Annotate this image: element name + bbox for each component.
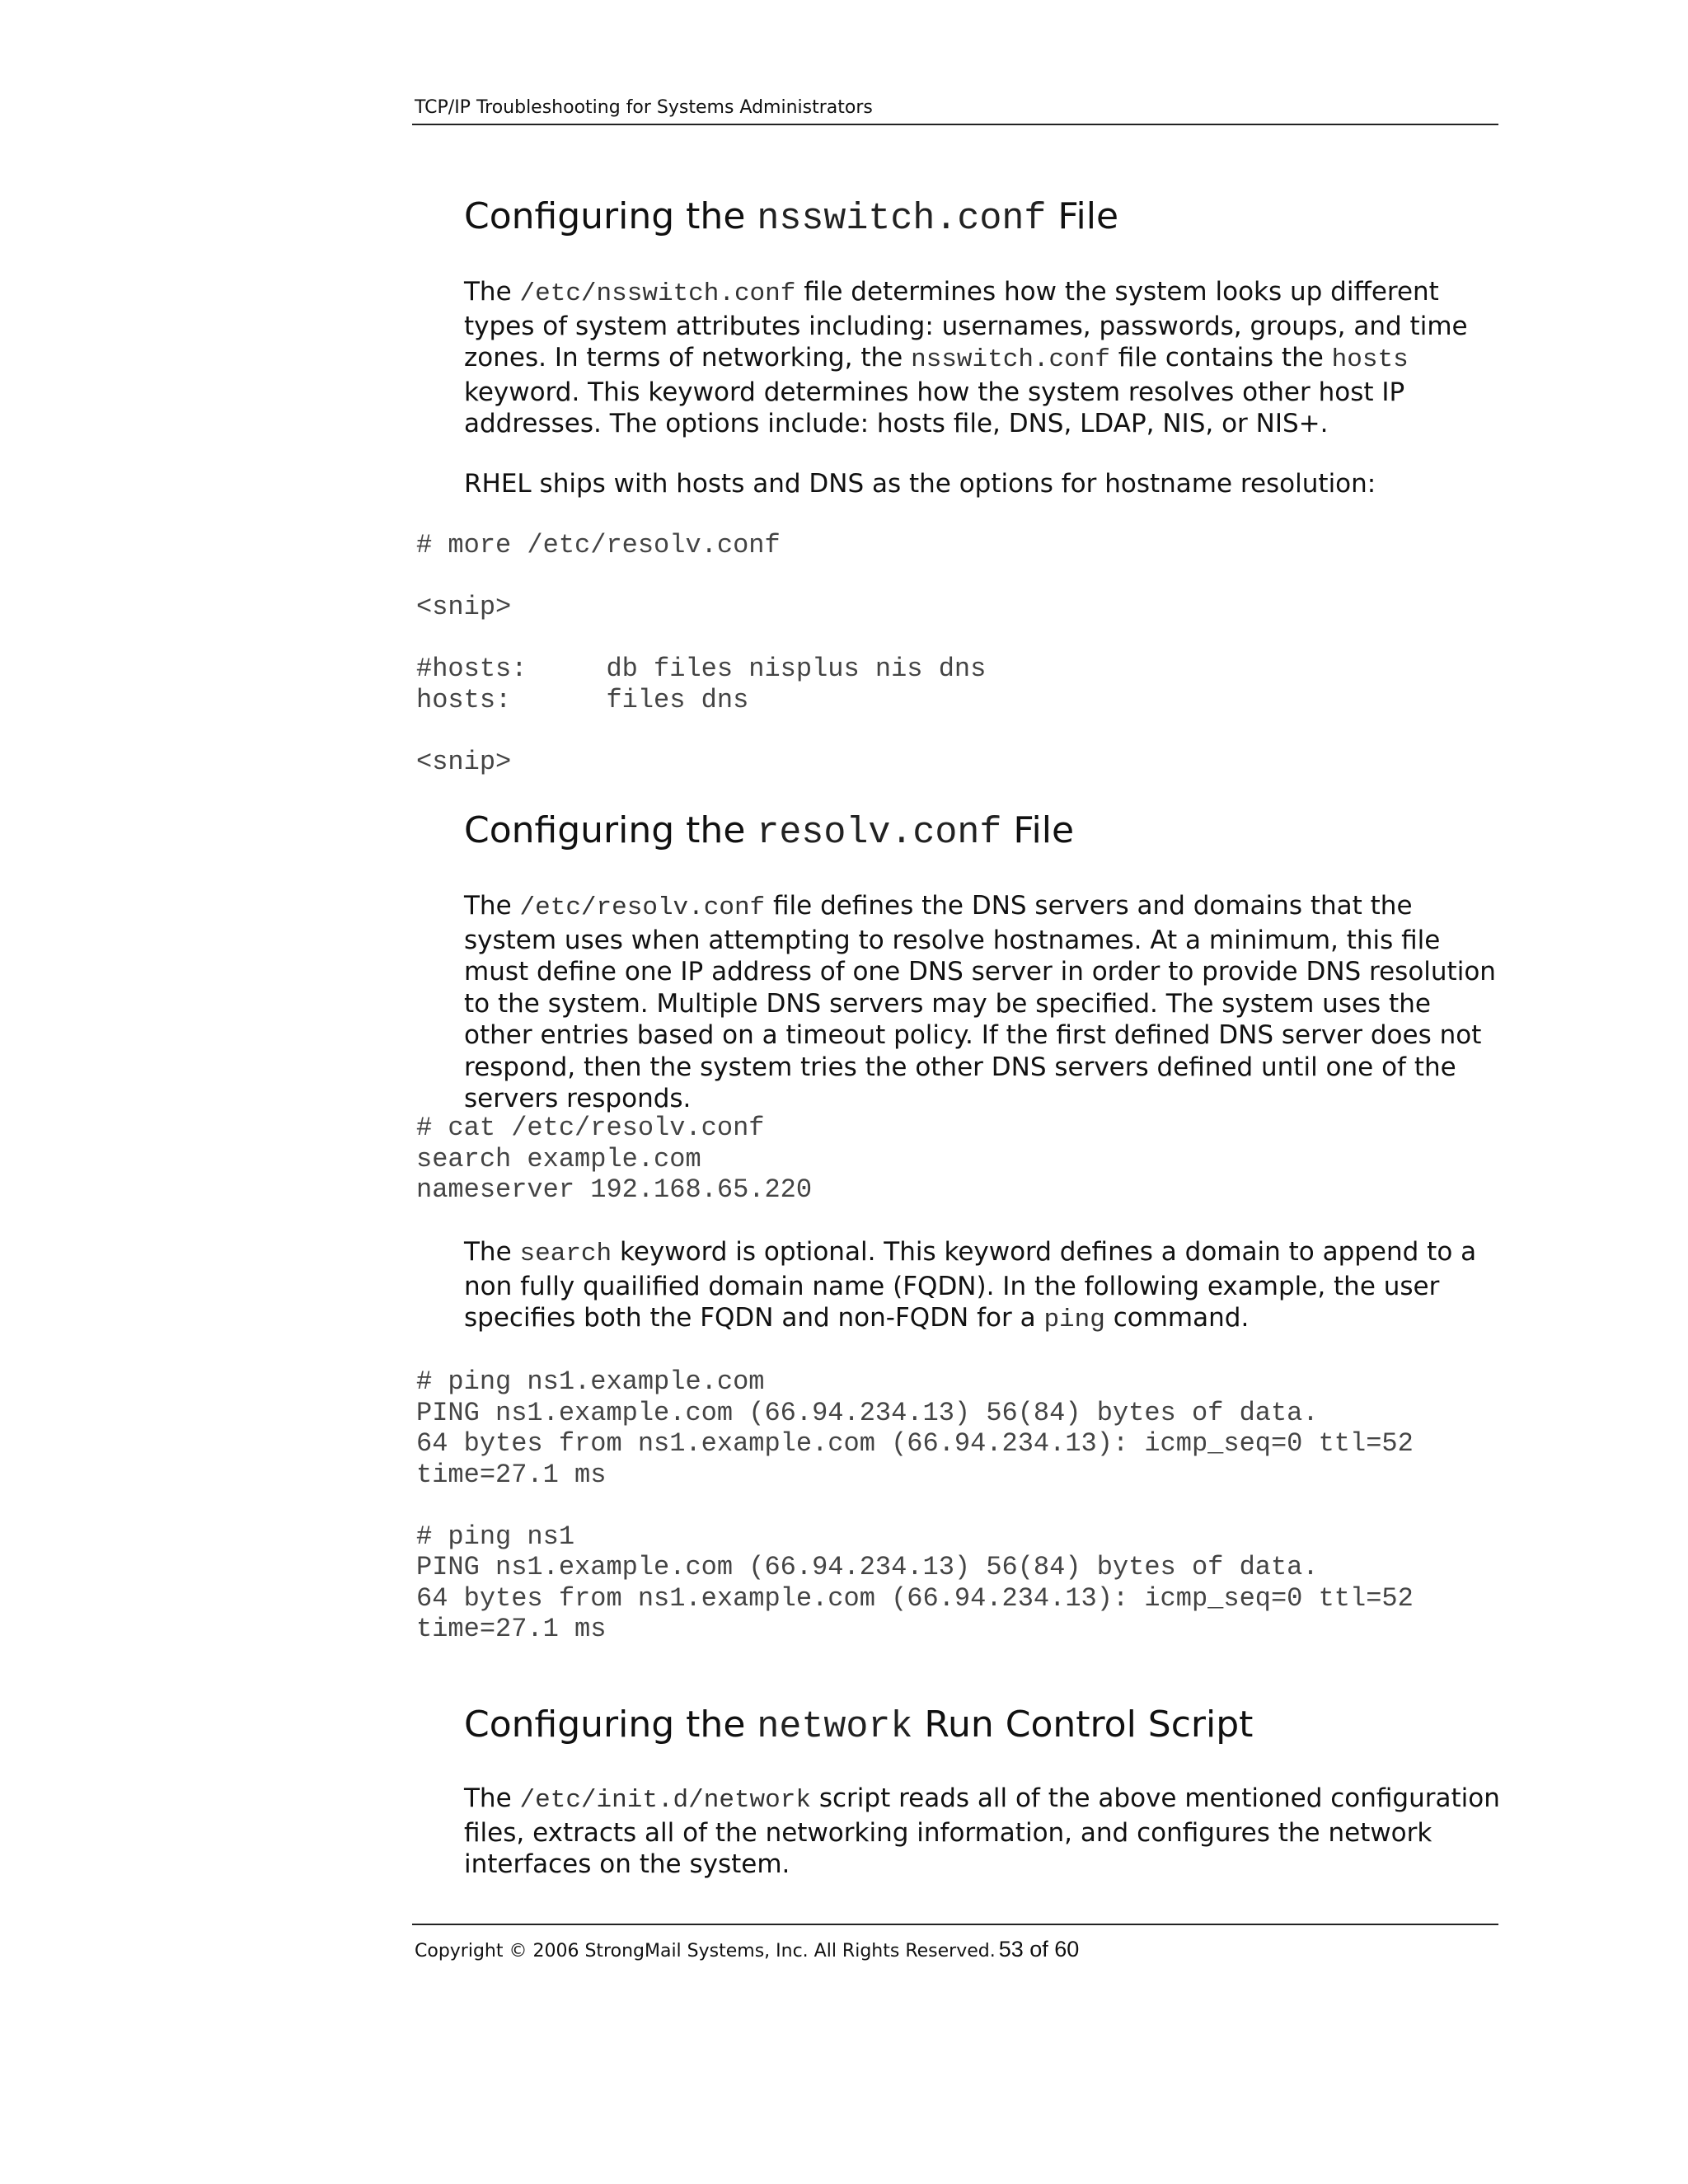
- heading-text: Configuring the: [464, 195, 757, 237]
- text-run: keyword is optional. This keyword defines a domain to append to a non fully quailified domain name (FQDN). In the following example, the user specifies both the FQDN and non-FQDN for a: [464, 1237, 1477, 1333]
- inline-code: /etc/resolv.conf: [519, 893, 766, 922]
- inline-code: ping: [1043, 1305, 1105, 1334]
- text-run: command.: [1104, 1303, 1250, 1333]
- running-header: TCP/IP Troubleshooting for Systems Administrators: [415, 97, 873, 118]
- page-number: 53 of 60: [998, 1937, 1080, 1961]
- text-run: The: [464, 1783, 520, 1813]
- heading-text: File: [1046, 195, 1119, 237]
- text-run: The: [464, 1237, 520, 1267]
- text-run: script reads all of the above mentioned configuration files, extracts all of the networking information, and configures the network interfaces on the system.: [464, 1783, 1500, 1879]
- inline-code: search: [519, 1240, 612, 1268]
- heading-code: network: [757, 1706, 913, 1748]
- footer-rule: [412, 1924, 1498, 1925]
- inline-code: /etc/nsswitch.conf: [519, 279, 796, 308]
- section-heading-resolv: [464, 809, 1074, 854]
- search-keyword-description: [464, 1236, 1503, 1337]
- code-block-resolv-cat: # cat /etc/resolv.conf search example.com nameserver 192.168.65.220: [416, 1113, 813, 1205]
- text-run: The: [464, 891, 520, 921]
- text-run: file contains the: [1109, 343, 1332, 373]
- heading-code: nsswitch.conf: [757, 198, 1047, 240]
- text-run: keyword. This keyword determines how the system resolves other host IP addresses. The options include: hosts file, DNS, LDAP, NIS, or NIS+.: [464, 377, 1405, 438]
- inline-code: /etc/init.d/network: [519, 1786, 811, 1815]
- page-footer: [415, 1937, 1079, 1962]
- copyright-notice: Copyright © 2006 StrongMail Systems, Inc. All Rights Reserved.: [415, 1941, 996, 1961]
- section-heading-nsswitch: [464, 195, 1118, 240]
- heading-text: Run Control Script: [912, 1704, 1254, 1746]
- code-block-nsswitch: # more /etc/resolv.conf <snip> #hosts: db files nisplus nis dns hosts: files dns <snip>: [416, 530, 987, 777]
- text-run: file determines how the system looks up different types of system attributes including: usernames, passwords, groups, and time zones. In terms of networking, the: [464, 277, 1468, 373]
- header-rule: [412, 124, 1498, 125]
- text-run: file defines the DNS servers and domains that the system uses when attempting to resolve hostnames. At a minimum, this file must define one IP address of one DNS server in order to provide DNS resolution to the system. Multiple DNS servers may be specified. The system uses the other entries based on a timeout policy. If the first defined DNS server does not respond, then the system tries the other DNS servers defined until one of the servers responds.: [464, 891, 1496, 1113]
- inline-code: nsswitch.conf: [911, 345, 1110, 374]
- heading-text: File: [1001, 809, 1075, 851]
- network-description: [464, 1783, 1503, 1881]
- nsswitch-description: [464, 276, 1503, 440]
- text-run: The: [464, 277, 520, 307]
- inline-code: hosts: [1331, 345, 1409, 374]
- heading-text: Configuring the: [464, 1704, 757, 1746]
- heading-text: Configuring the: [464, 809, 757, 851]
- resolv-description: [464, 890, 1503, 1115]
- code-block-ping: # ping ns1.example.com PING ns1.example.com (66.94.234.13) 56(84) bytes of data. 64 bytes from ns1.example.com (66.94.234.13): icmp_seq=0 ttl=52 time=27.1 ms # ping ns1 PING ns1.example.com (66.94.234.13) 56(84) bytes of data. 64 bytes from ns1.example.com (66.94.234.13): icmp_seq=0 ttl=52 time=27.1 ms: [416, 1366, 1414, 1644]
- section-heading-network: [464, 1704, 1253, 1748]
- heading-code: resolv.conf: [757, 812, 1002, 854]
- nsswitch-intro: RHEL ships with hosts and DNS as the options for hostname resolution:: [464, 469, 1376, 499]
